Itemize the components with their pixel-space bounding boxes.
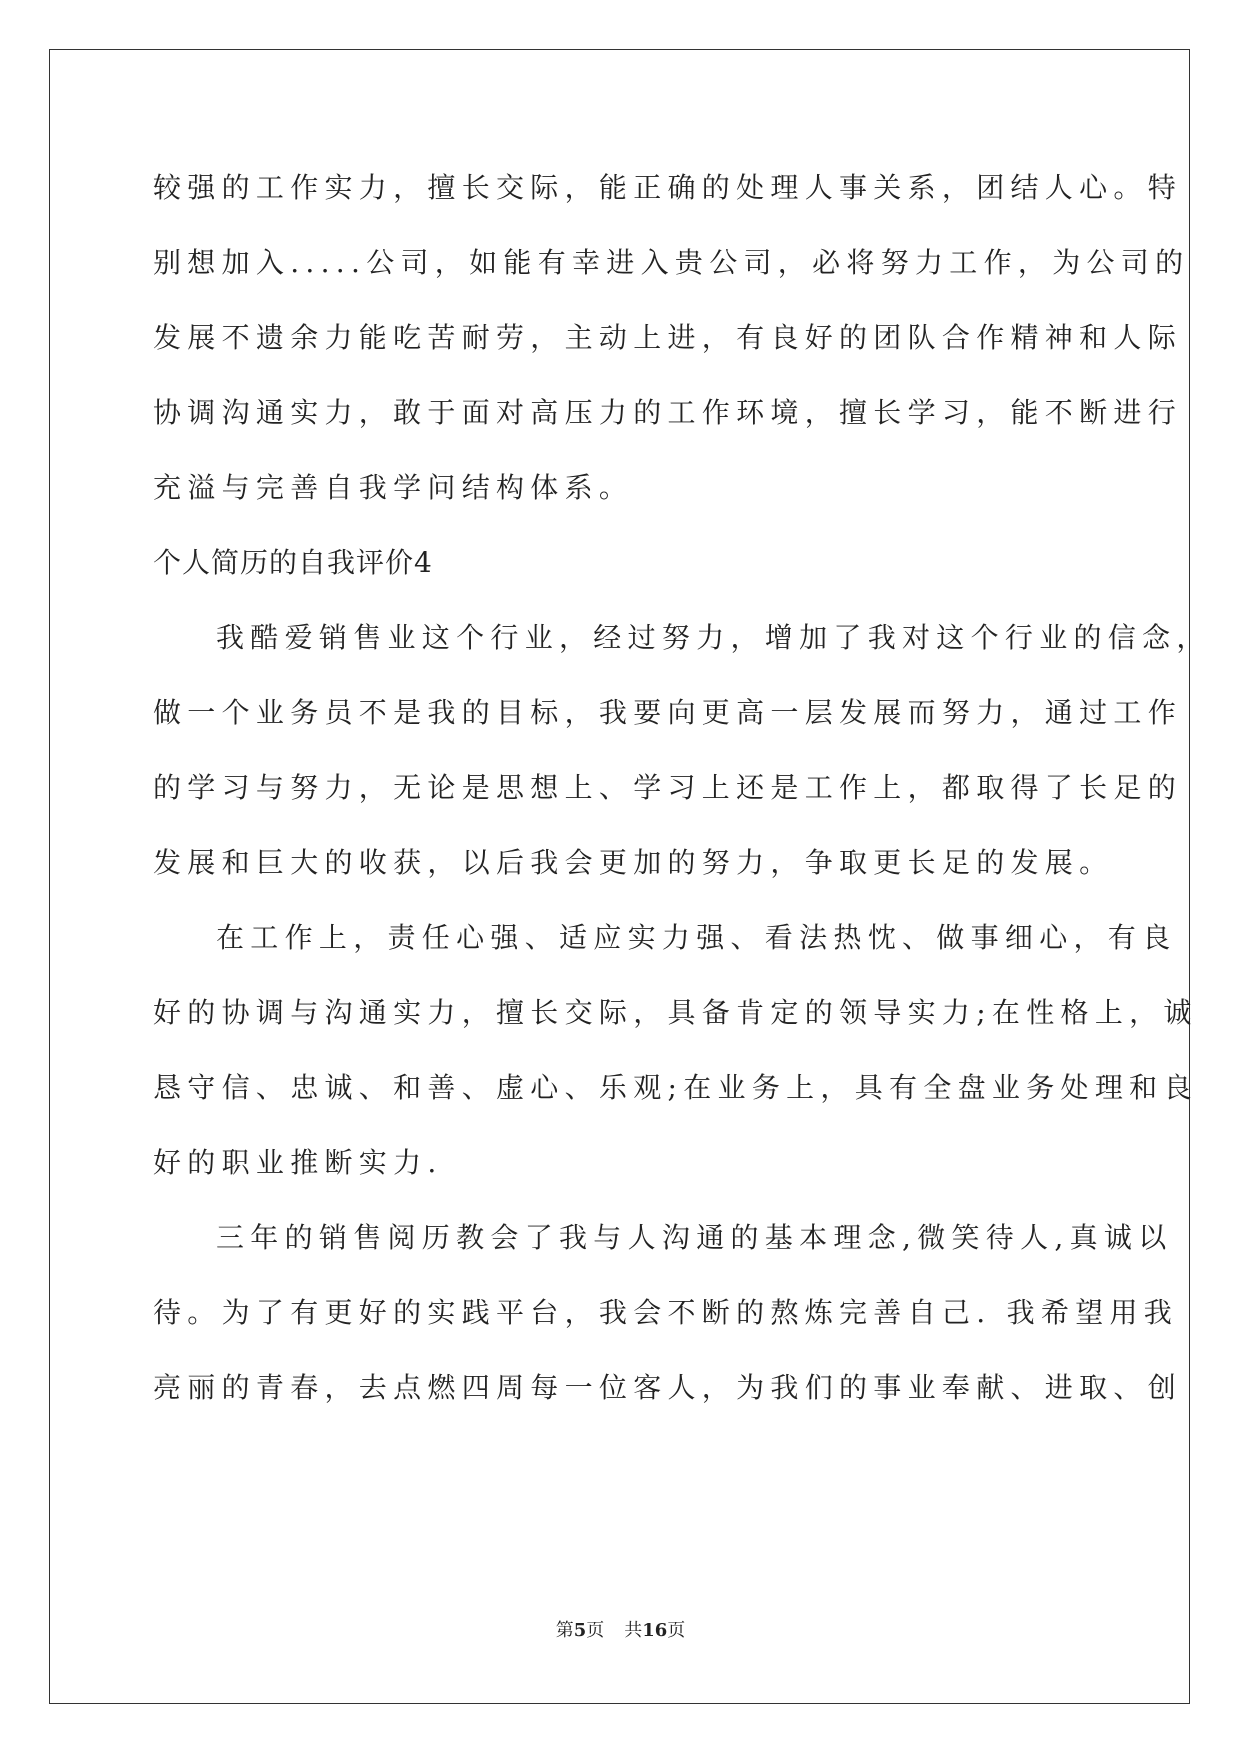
text-line: 别想加入.....公司，如能有幸进入贵公司，必将努力工作，为公司的 <box>153 246 1190 279</box>
text-line: 好的职业推断实力. <box>153 1146 443 1179</box>
text-line: 待。为了有更好的实践平台，我会不断的熬炼完善自己. 我希望用我 <box>153 1296 1179 1329</box>
text-line: 的学习与努力，无论是思想上、学习上还是工作上，都取得了长足的 <box>153 771 1183 804</box>
text-line: 充溢与完善自我学问结构体系。 <box>153 471 634 504</box>
section-heading: 个人简历的自我评价4 <box>153 546 433 579</box>
text-line: 好的协调与沟通实力，擅长交际，具备肯定的领导实力;在性格上，诚 <box>153 996 1198 1029</box>
text-line: 做一个业务员不是我的目标，我要向更高一层发展而努力，通过工作 <box>153 696 1183 729</box>
text-line: 发展和巨大的收获，以后我会更加的努力，争取更长足的发展。 <box>153 846 1114 879</box>
page-footer <box>0 1620 1241 1642</box>
text-line: 发展不遗余力能吃苦耐劳，主动上进，有良好的团队合作精神和人际 <box>153 321 1183 354</box>
paragraph-first-line: 三年的销售阅历教会了我与人沟通的基本理念,微笑待人,真诚以 <box>216 1221 1173 1254</box>
total-suffix: 页 <box>667 1620 686 1641</box>
text-line: 较强的工作实力，擅长交际，能正确的处理人事关系，团结人心。特 <box>153 171 1183 204</box>
text-line: 亮丽的青春，去点燃四周每一位客人，为我们的事业奉献、进取、创 <box>153 1371 1183 1404</box>
page-suffix: 页 <box>586 1620 605 1641</box>
text-line: 协调沟通实力，敢于面对高压力的工作环境，擅长学习，能不断进行 <box>153 396 1183 429</box>
page-prefix: 第 <box>555 1620 574 1641</box>
paragraph-first-line: 在工作上，责任心强、适应实力强、看法热忱、做事细心，有良 <box>216 921 1177 954</box>
page-number: 5 <box>573 1620 587 1641</box>
total-prefix: 共 <box>624 1620 643 1641</box>
text-line: 恳守信、忠诚、和善、虚心、乐观;在业务上，具有全盘业务处理和良 <box>153 1071 1198 1104</box>
paragraph-first-line: 我酷爱销售业这个行业，经过努力，增加了我对这个行业的信念， <box>216 621 1211 654</box>
total-pages: 16 <box>642 1620 668 1641</box>
